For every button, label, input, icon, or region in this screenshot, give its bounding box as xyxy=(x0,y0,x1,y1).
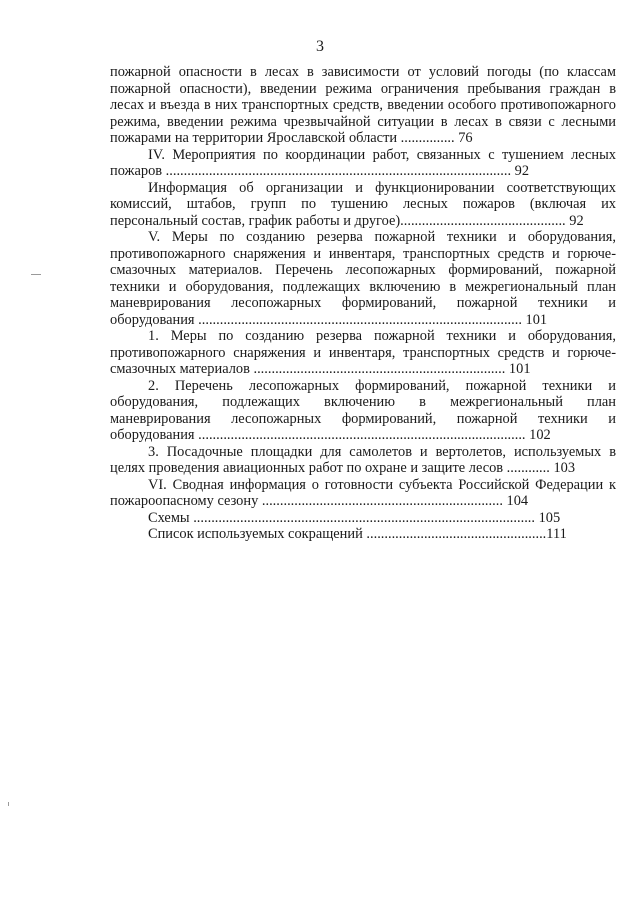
toc-entry-text: пожарной опасности в лесах в зависимости от условий погоды (по классам пожарной опасности), введении режима ограничения пребывания граждан в лесах и въезда в них транспортных средств, введении особого противопожарного режима, введении режима чрезвычайной ситуации в лесах в связи с лесными пожарами на территории Ярославской области xyxy=(110,64,616,146)
toc-entry-text: 3. Посадочные площадки для самолетов и вертолетов, используемых в целях проведения авиационных работ по охране и защите лесов xyxy=(110,443,616,476)
toc-entry-text: 1. Меры по созданию резерва пожарной техники и оборудования, противопожарного снаряжения и инвентаря, транспортных средств и горюче-смазочных материалов xyxy=(110,328,616,377)
toc-page-number: 102 xyxy=(525,427,551,443)
toc-page-number: 76 xyxy=(454,130,473,146)
toc-entry-text: IV. Мероприятия по координации работ, связанных с тушением лесных пожаров xyxy=(110,146,616,179)
margin-mark xyxy=(8,802,9,806)
toc-entry-text: 2. Перечень лесопожарных формирований, пожарной техники и оборудования, подлежащих включению в межрегиональный план маневрирования лесопожарных формирований, пожарной техники и оборудования xyxy=(110,377,616,443)
toc-entry xyxy=(110,510,616,527)
toc-leader-dots: ........................................................................................... xyxy=(194,427,526,443)
toc-leader-dots: .............................................. xyxy=(400,212,566,229)
toc-entry xyxy=(110,328,616,378)
margin-mark xyxy=(31,274,41,275)
toc-leader-dots: ................................................................... xyxy=(258,493,503,509)
toc-page-number: 101 xyxy=(521,311,548,328)
toc-leader-dots: ............... xyxy=(397,130,455,146)
toc-leader-dots: .................................................. xyxy=(362,526,547,542)
toc-page-number: 104 xyxy=(502,493,529,509)
toc-entry xyxy=(110,180,616,230)
toc-leader-dots: ............................................................................................... xyxy=(189,509,535,526)
toc-page-number: 92 xyxy=(565,212,584,229)
toc-page-number: 103 xyxy=(549,460,576,476)
page-number: 3 xyxy=(316,38,324,55)
toc-leader-dots: ...................................................................... xyxy=(249,361,506,377)
toc-entry xyxy=(110,229,616,328)
toc-entry-text: Список используемых сокращений xyxy=(148,526,363,542)
toc-entry xyxy=(110,147,616,180)
toc-entry-text: V. Меры по созданию резерва пожарной техники и оборудования, противопожарного снаряжения и инвентаря, транспортных средств и горюче-смазочных материалов. Перечень лесопожарных формирований, пожарной техники и оборудования, подлежащих включению в межрегиональный план маневрирования лесопожарных формирований, пожарной техники и оборудования xyxy=(110,229,616,328)
toc-entry-text: VI. Сводная информация о готовности субъекта Российской Федерации к пожароопасному сезону xyxy=(110,476,616,509)
toc-entry xyxy=(110,477,616,510)
toc-page-number: 101 xyxy=(505,361,531,377)
toc-entry xyxy=(110,64,616,147)
table-of-contents xyxy=(110,64,616,543)
toc-entry-text: Схемы xyxy=(148,509,190,526)
toc-page-number: 92 xyxy=(511,163,530,179)
toc-leader-dots: ................................................................................................ xyxy=(162,163,512,179)
toc-entry xyxy=(110,378,616,444)
toc-entry-text: Информация об организации и функционировании соответствующих комиссий, штабов, групп по тушению лесных пожаров (включая их персональный состав, график работы и другое) xyxy=(110,179,616,229)
toc-entry xyxy=(110,444,616,477)
toc-entry xyxy=(110,526,616,543)
toc-page-number: 111 xyxy=(546,526,567,542)
toc-page-number: 105 xyxy=(534,509,561,526)
toc-leader-dots: .......................................................................................... xyxy=(194,311,522,328)
toc-leader-dots: ............ xyxy=(503,460,550,476)
